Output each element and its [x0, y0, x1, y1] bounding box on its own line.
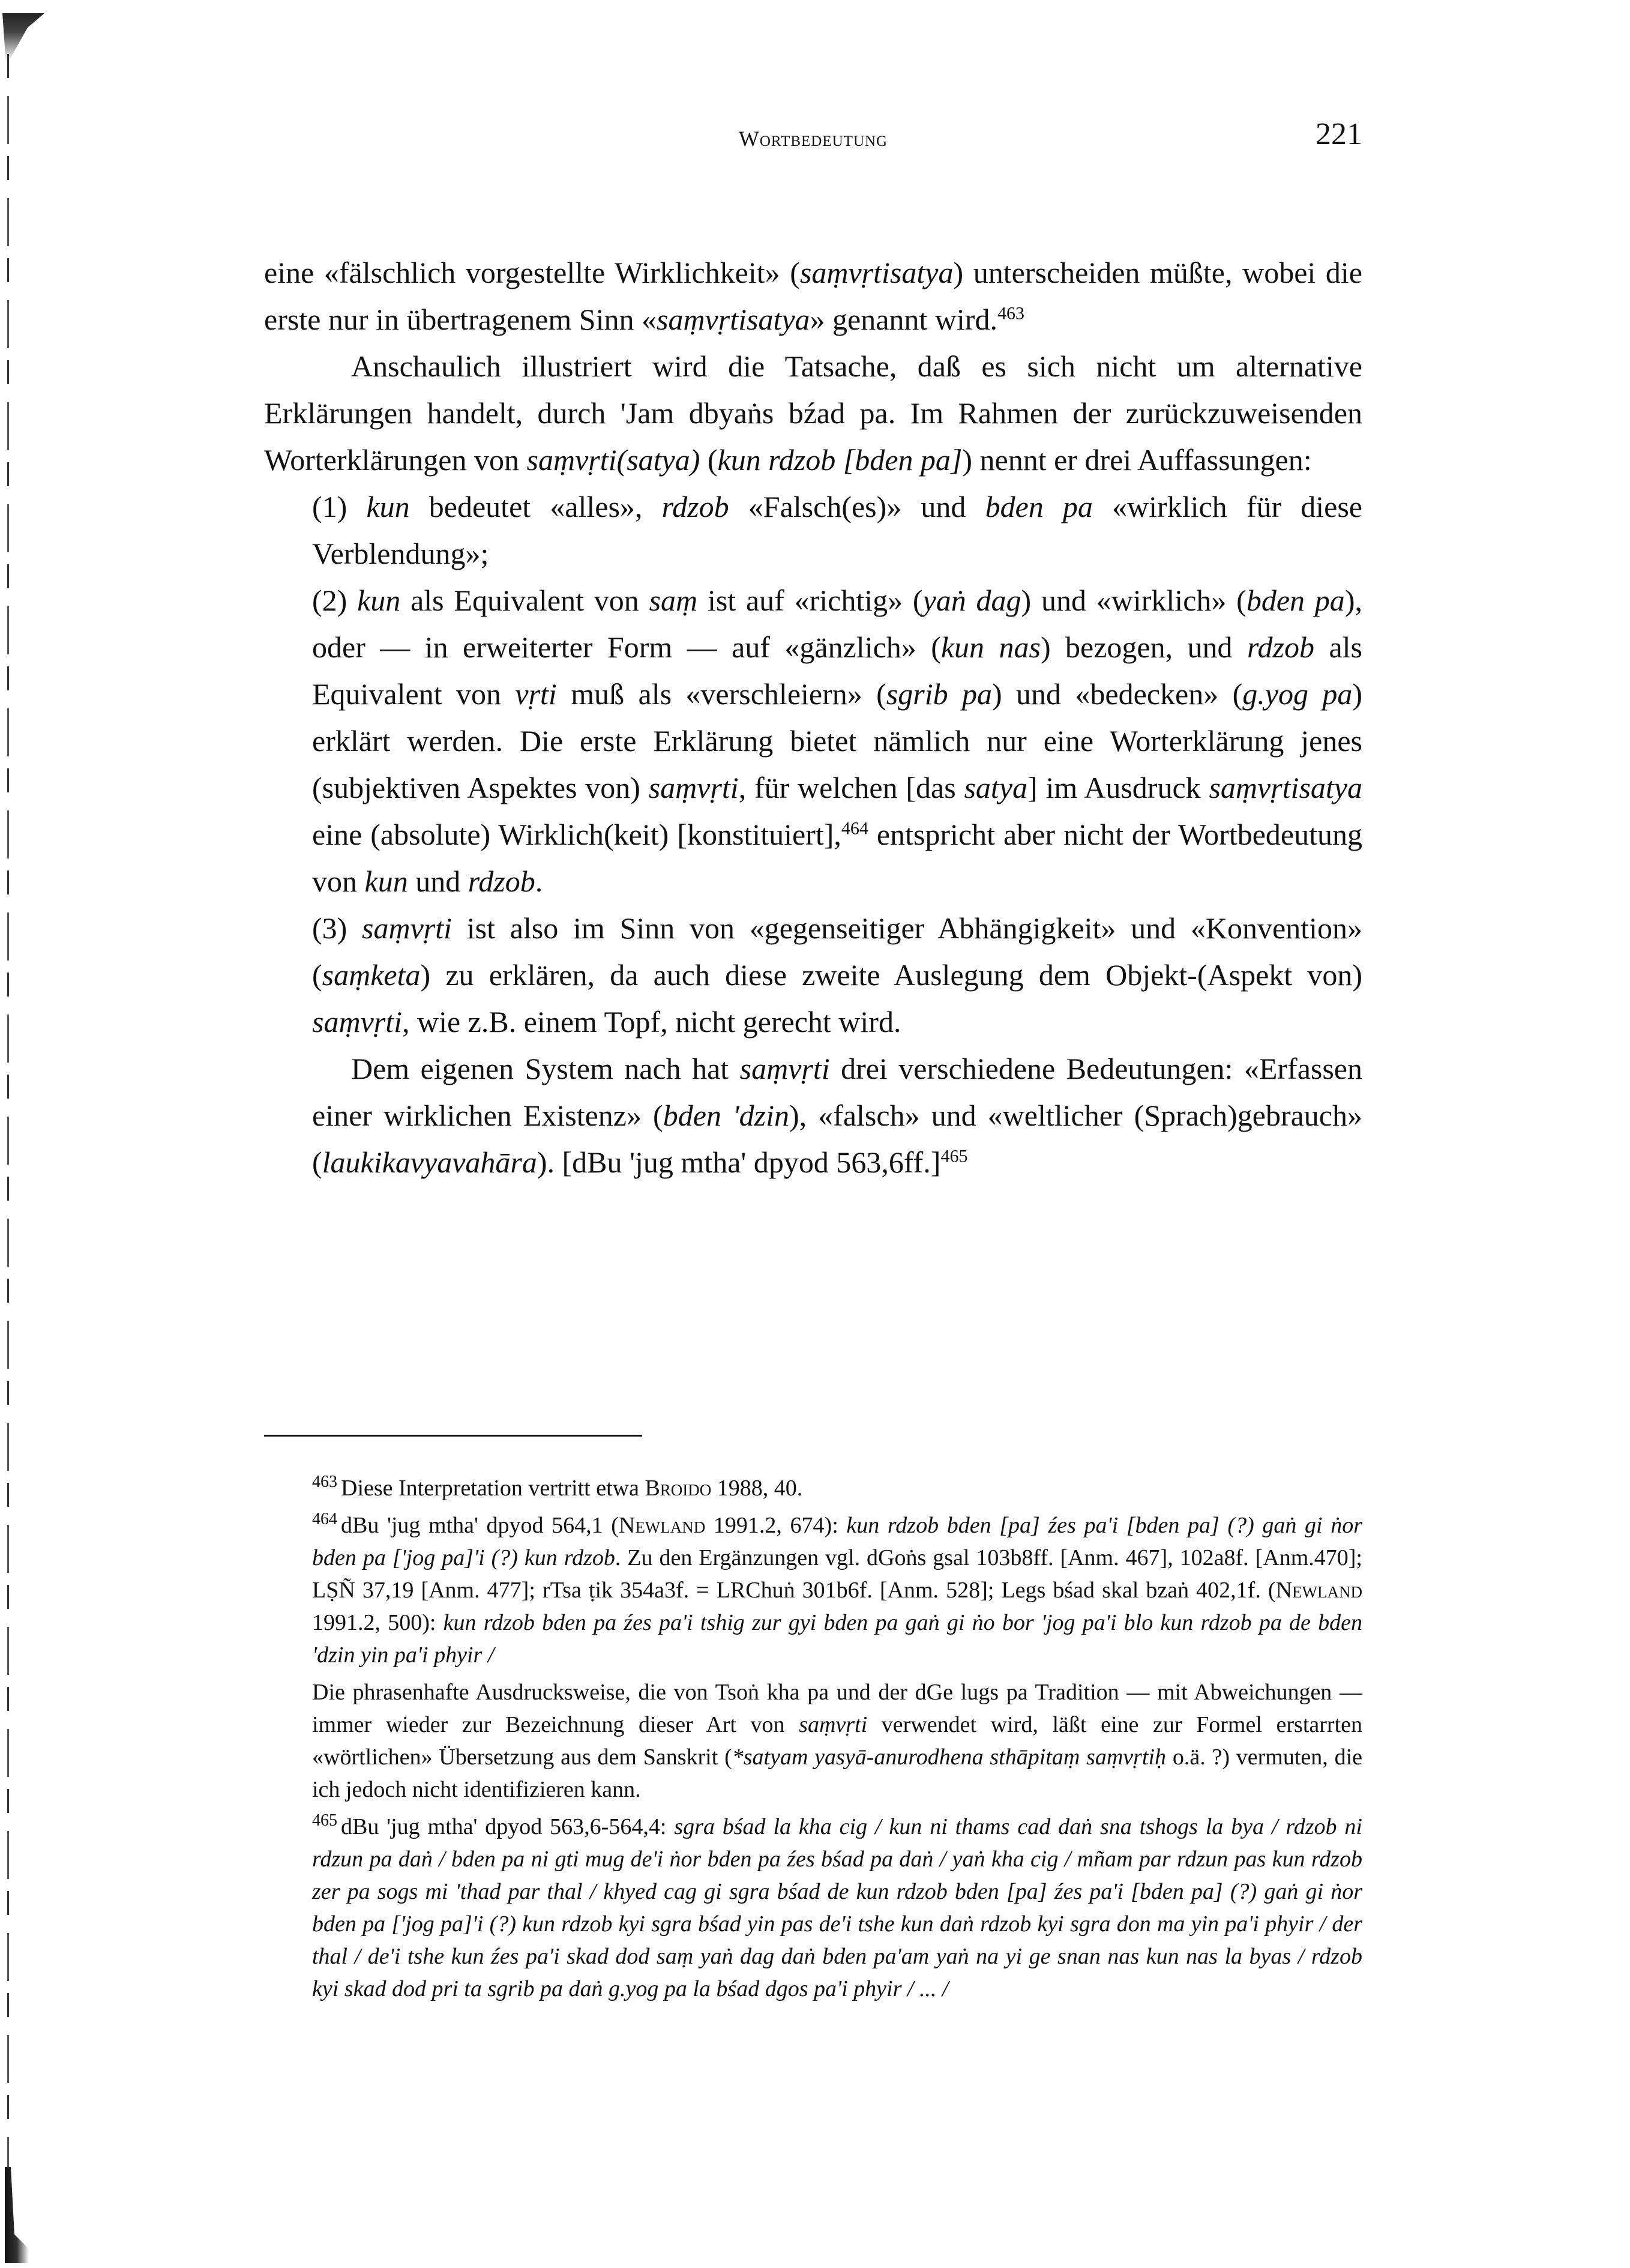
footnote-465: $^{465}$ dBu 'jug mtha' dpyod 563,6-564,4: sgra bśad la kha cig / kun ni thams cad daṅ sna tshogs la bya / rdzob ni rdzun pa daṅ / bden pa ni gti mug de'i ṅor bden pa źes bśad pa daṅ / yaṅ kha cig / mñam par rdzun pas kun rdzob zer pa sogs mi 'thad par thal / khyed cag gi sgra bśad de kun rdzob bden [pa] źes pa'i [bden pa] (?) gaṅ gi ṅor bden pa ['jog pa]'i (?) kun rdzob kyi sgra bśad yin pas de'i tshe kun daṅ rdzob kyi sgra don ma yin pa'i phyir / der thal / de'i tshe kun źes pa'i skad dod saṃ yaṅ dag daṅ bden pa'am yaṅ na yi ge snan nas kun nas la byas / rdzob kyi skad dod pri ta sgrib pa daṅ g.yog pa la bśad dgos pa'i phyir / ... /: [312, 1811, 1362, 2001]
list-item-1: (1) kun bedeutet «alles», rdzob «Falsch(es)» und bden pa «wirklich für diese Verblendung»;: [312, 490, 1362, 570]
list-item-2: (2) kun als Equivalent von saṃ ist auf «richtig» (yaṅ dag) und «wirklich» (bden pa), oder — in erweiterter Form — auf «gänzlich» (kun nas) bezogen, und rdzob als Equivalent von vṛti muß als «verschleiern» (sgrib pa) und «bedecken» (g.yog pa) erklärt werden. Die erste Erklärung bietet nämlich nur eine Worterklärung jenes (subjektiven Aspektes von) saṃvṛti, für welchen [das satya] im Ausdruck saṃvṛtisatya eine (absolute) Wirklich(keit) [konstituiert],$^{464}$ entspricht aber nicht der Wortbedeutung von kun und rdzob.: [312, 584, 1363, 898]
paragraph-3: Dem eigenen System nach hat saṃvṛti drei verschiedene Bedeutungen: «Erfassen einer wirklichen Existenz» (bden 'dzin), «falsch» und «weltlicher (Sprach)gebrauch» (laukikavyavahāra). [dBu 'jug mtha' dpyod 563,6ff.]$^{465}$: [312, 1052, 1362, 1179]
scan-edge-artifact: [0, 0, 66, 2268]
paragraph-1: eine «fälschlich vorgestellte Wirklichkeit» (saṃvṛtisatya) unterscheiden müßte, wobei die erste nur in übertragenem Sinn «saṃvṛtisatya» genannt wird.$^{463}$: [264, 256, 1362, 336]
running-title: Wortbedeutung: [738, 127, 888, 151]
list-item-3: (3) saṃvṛti ist also im Sinn von «gegenseitiger Abhängigkeit» und «Konvention» (saṃketa) zu erklären, da auch diese zweite Auslegung dem Objekt-(Aspekt von) saṃvṛti, wie z.B. einem Topf, nicht gerecht wird.: [312, 911, 1362, 1039]
footnote-463: $^{463}$ Diese Interpretation vertritt etwa Broido 1988, 40.: [312, 1473, 803, 1501]
footnote-464: $^{464}$ dBu 'jug mtha' dpyod 564,1 (Newland 1991.2, 674): kun rdzob bden [pa] źes pa'i [bden pa] (?) gaṅ gi ṅor bden pa ['jog pa]'i (?) kun rdzob. Zu den Ergänzungen vgl. dGoṅs gsal 103b8ff. [Anm. 467], 102a8f. [Anm.470]; LṢÑ 37,19 [Anm. 477]; rTsa ṭik 354a3f. = LRChuṅ 301b6f. [Anm. 528]; Legs bśad skal bzaṅ 402,1f. (Newland 1991.2, 500): kun rdzob bden pa źes pa'i tshig zur gyi bden pa gaṅ gi ṅo bor 'jog pa'i blo kun rdzob pa de bden 'dzin yin pa'i phyir /: [312, 1510, 1363, 1668]
footnote-464-continuation: Die phrasenhafte Ausdrucksweise, die von Tsoṅ kha pa und der dGe lugs pa Tradition — mit Abweichungen — immer wieder zur Bezeichnung dieser Art von saṃvṛti verwendet wird, läßt eine zur Formel erstarrten «wörtlichen» Übersetzung aus dem Sanskrit (*satyam yasyā-anurodhena sthāpitaṃ saṃvṛtiḥ o.ä. ?) vermuten, die ich jedoch nicht identifizieren kann.: [312, 1680, 1363, 1802]
footnotes: [312, 1472, 1362, 2010]
footnote-ref-464: 464: [841, 818, 868, 839]
footnote-ref-465: 465: [940, 1146, 968, 1166]
book-page: [264, 108, 1363, 2001]
footnote-ref-463: 463: [997, 303, 1024, 324]
footnote-divider: [264, 1435, 642, 1437]
page-number: 221: [1316, 117, 1362, 151]
paragraph-2: Anschaulich illustriert wird die Tatsache, daß es sich nicht um alternative Erklärungen handelt, durch 'Jam dbyaṅs bźad pa. Im Rahmen der zurückzuweisenden Worterklärungen von saṃvṛti(satya) (kun rdzob [bden pa]) nennt er drei Auffassungen:: [264, 349, 1362, 477]
running-head: [264, 108, 1362, 162]
scan-edge-line: [7, 54, 9, 2191]
main-text: [264, 249, 1362, 1186]
scan-edge-mark-bottom: [5, 2167, 29, 2263]
